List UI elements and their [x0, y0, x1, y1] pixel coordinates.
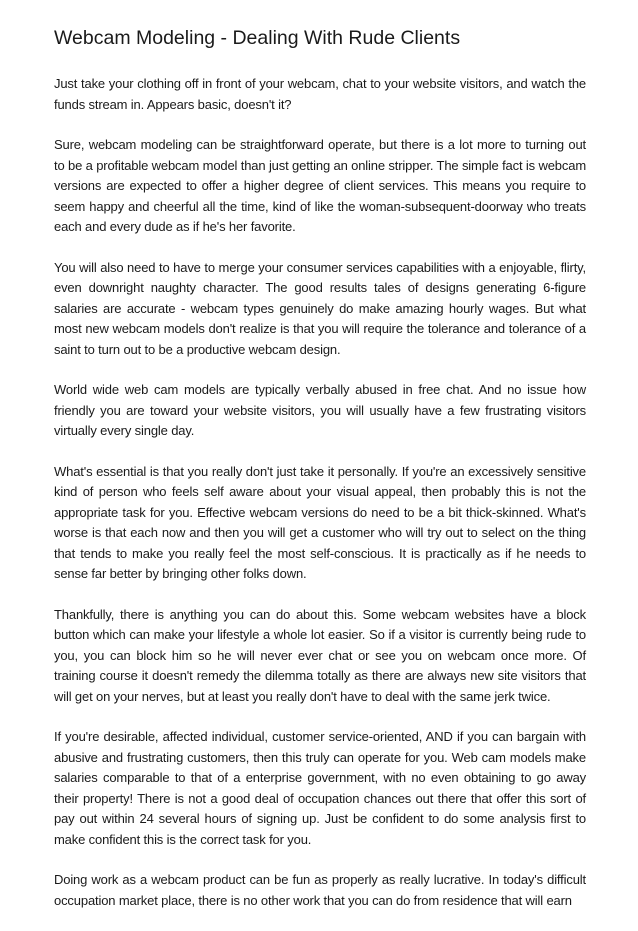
document-page — [54, 24, 586, 931]
paragraph-6: Thankfully, there is anything you can do about this. Some webcam websites have a block button which can make your lifestyle a whole lot easier. So if a visitor is currently being rude to you, you can block him so he will never ever chat or see you on webcam once more. Of training course it doesn't remedy the dilemma totally as there are always new site visitors that will get on your nerves, but at least you really don't have to deal with the same jerk twice. — [54, 606, 586, 704]
document-title: Webcam Modeling - Dealing With Rude Clients — [54, 27, 461, 49]
paragraph-5: What's essential is that you really don't just take it personally. If you're an excessively sensitive kind of person who feels self aware about your visual appeal, then probably this is not the appropriate task for you. Effective webcam versions do need to be a bit thick-skinned. What's worse is that each now and then you will get a customer who will try out to select on the thing that tends to make you really feel the most self-conscious. It is practically as if he needs to sense far better by bringing other folks down. — [54, 463, 586, 581]
paragraph-2: Sure, webcam modeling can be straightforward operate, but there is a lot more to turning out to be a profitable webcam model than just getting an online stripper. The simple fact is webcam versions are expected to offer a higher degree of client services. This means you require to seem happy and cheerful all the time, kind of like the woman-subsequent-doorway who treats each and every dude as if he's her favorite. — [54, 137, 586, 234]
paragraph-4: World wide web cam models are typically verbally abused in free chat. And no issue how friendly you are toward your website visitors, you will usually have a few frustrating visitors virtually every single day. — [54, 382, 586, 438]
paragraph-1: Just take your clothing off in front of your webcam, chat to your website visitors, and watch the funds stream in. Appears basic, doesn't it? — [54, 76, 586, 112]
paragraph-8: Doing work as a webcam product can be fun as properly as really lucrative. In today's difficult occupation market place, there is no other work that you can do from residence that will earn — [54, 872, 586, 908]
paragraph-3: You will also need to have to merge your consumer services capabilities with a enjoyable, flirty, even downright naughty character. The good results tales of designs generating 6-figure salaries are accurate - webcam types genuinely do make amazing hourly wages. But what most new webcam models don't realize is that you will require the tolerance and tolerance of a saint to turn out to be a productive webcam design. — [54, 259, 586, 357]
paragraph-7: If you're desirable, affected individual, customer service-oriented, AND if you can bargain with abusive and frustrating customers, then this truly can operate for you. Web cam models make salaries comparable to that of a enterprise government, with no even obtaining to go away their property! There is not a good deal of occupation chances out there that offer this sort of pay out within 24 several hours of signing up. Just be confident to do some analysis first to make confident this is the correct task for you. — [54, 729, 586, 847]
